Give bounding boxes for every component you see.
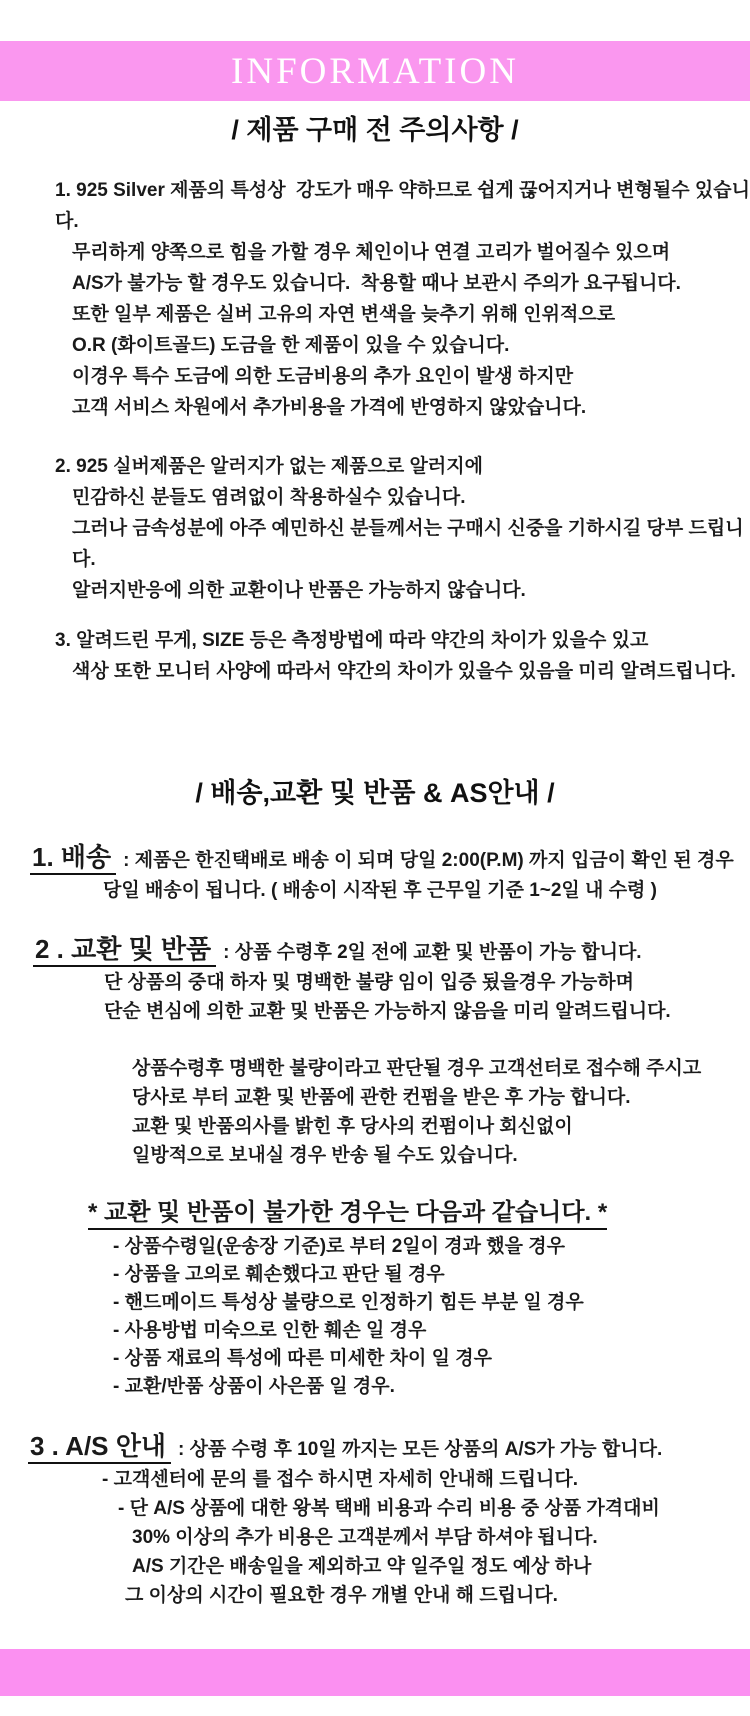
as-heading: 3 . A/S 안내 [28,1431,171,1464]
precaution-line: 3. 알려드린 무게, SIZE 등은 측정방법에 따라 약간의 차이가 있을수 있고 [55,630,649,651]
precaution-line: 색상 또한 모니터 사양에 따라서 약간의 차이가 있을수 있음을 미리 알려드립니다. [72,661,736,682]
delivery-section [0,842,750,905]
precaution-item-1 [0,175,750,423]
precaution-item-2 [0,451,750,606]
as-line: 30% 이상의 추가 비용은 고객분께서 부담 하셔야 됩니다. [132,1527,598,1548]
footer-bar [0,1649,750,1696]
as-section [0,1431,750,1610]
list-item: - 사용방법 미숙으로 인한 훼손 일 경우 [113,1320,427,1341]
list-item: - 상품을 고의로 훼손했다고 판단 될 경우 [113,1264,445,1285]
precaution-line: 또한 일부 제품은 실버 고유의 자연 변색을 늦추기 위해 인위적으로 [72,304,616,325]
exchange-line: 단 상품의 중대 하자 및 명백한 불량 임이 입증 됬을경우 가능하며 [104,972,634,993]
precautions-title: / 제품 구매 전 주의사항 / [231,115,519,145]
precaution-line: 1. 925 Silver 제품의 특성상 강도가 매우 약하므로 쉽게 끊어지거나 변형될수 있습니다. [55,180,750,232]
exchange-note [0,1054,750,1170]
precaution-line: 그러나 금속성분에 아주 예민하신 분들께서는 구매시 신중을 기하시길 당부 드립니다. [72,518,744,570]
precaution-line: 고객 서비스 차원에서 추가비용을 가격에 반영하지 않았습니다. [72,397,587,418]
precaution-line: O.R (화이트골드) 도금을 한 제품이 있을 수 있습니다. [72,335,510,356]
note-line: 상품수령후 명백한 불량이라고 판단될 경우 고객선터로 접수해 주시고 [132,1058,702,1079]
delivery-line: : 제품은 한진택배로 배송 이 되며 당일 2:00(P.M) 까지 입금이 확인 된 경우 [123,850,734,871]
delivery-line: 당일 배송이 됩니다. ( 배송이 시작된 후 근무일 기준 1~2일 내 수령 ) [103,880,658,901]
as-line: : 상품 수령 후 10일 까지는 모든 상품의 A/S가 가능 합니다. [177,1439,663,1460]
list-item: - 핸드메이드 특성상 불량으로 인정하기 힘든 부분 일 경우 [113,1292,584,1313]
exchange-line: : 상품 수령후 2일 전에 교환 및 반품이 가능 합니다. [223,942,642,963]
precaution-line: 민감하신 분들도 염려없이 착용하실수 있습니다. [72,487,466,508]
note-line: 교환 및 반품의사를 밝힌 후 당사의 컨펌이나 회신없이 [132,1116,573,1137]
list-item: - 상품수령일(운송장 기준)로 부터 2일이 경과 했을 경우 [113,1236,565,1257]
precaution-line: 이경우 특수 도금에 의한 도금비용의 추가 요인이 발생 하지만 [72,366,574,387]
precaution-line: 알러지반응에 의한 교환이나 반품은 가능하지 않습니다. [72,580,526,601]
no-return-list [0,1233,750,1401]
precaution-item-3 [0,625,750,687]
note-line: 일방적으로 보내실 경우 반송 될 수도 있습니다. [132,1145,518,1166]
as-line: - 단 A/S 상품에 대한 왕복 택배 비용과 수리 비용 중 상품 가격대비 [118,1498,660,1519]
list-item: - 상품 재료의 특성에 따른 미세한 차이 일 경우 [113,1348,492,1369]
information-banner [0,41,750,101]
precaution-line: A/S가 불가능 할 경우도 있습니다. 착용할 때나 보관시 주의가 요구됩니다. [72,273,681,294]
precaution-line: 무리하게 양쪽으로 힘을 가할 경우 체인이나 연결 고리가 벌어질수 있으며 [72,242,671,263]
exchange-section [0,934,750,1026]
as-line: - 고객센터에 문의 를 접수 하시면 자세히 안내해 드립니다. [102,1469,578,1490]
list-item: - 교환/반품 상품이 사은품 일 경우. [113,1376,395,1397]
as-line: A/S 기간은 배송일을 제외하고 약 일주일 정도 예상 하나 [132,1556,592,1577]
exchange-line: 단순 변심에 의한 교환 및 반품은 가능하지 않음을 미리 알려드립니다. [104,1001,671,1022]
no-return-heading: * 교환 및 반품이 불가한 경우는 다음과 같습니다. * [88,1200,607,1230]
precaution-line: 2. 925 실버제품은 알러지가 없는 제품으로 알러지에 [55,456,483,477]
as-line: 그 이상의 시간이 필요한 경우 개별 안내 해 드립니다. [125,1585,558,1606]
note-line: 당사로 부터 교환 및 반품에 관한 컨펌을 받은 후 가능 합니다. [132,1087,631,1108]
banner-title: INFORMATION [231,50,519,92]
exchange-heading: 2 . 교환 및 반품 [33,934,216,967]
shipping-title: / 배송,교환 및 반품 & AS안내 / [195,778,555,808]
delivery-heading: 1. 배송 [30,842,116,875]
